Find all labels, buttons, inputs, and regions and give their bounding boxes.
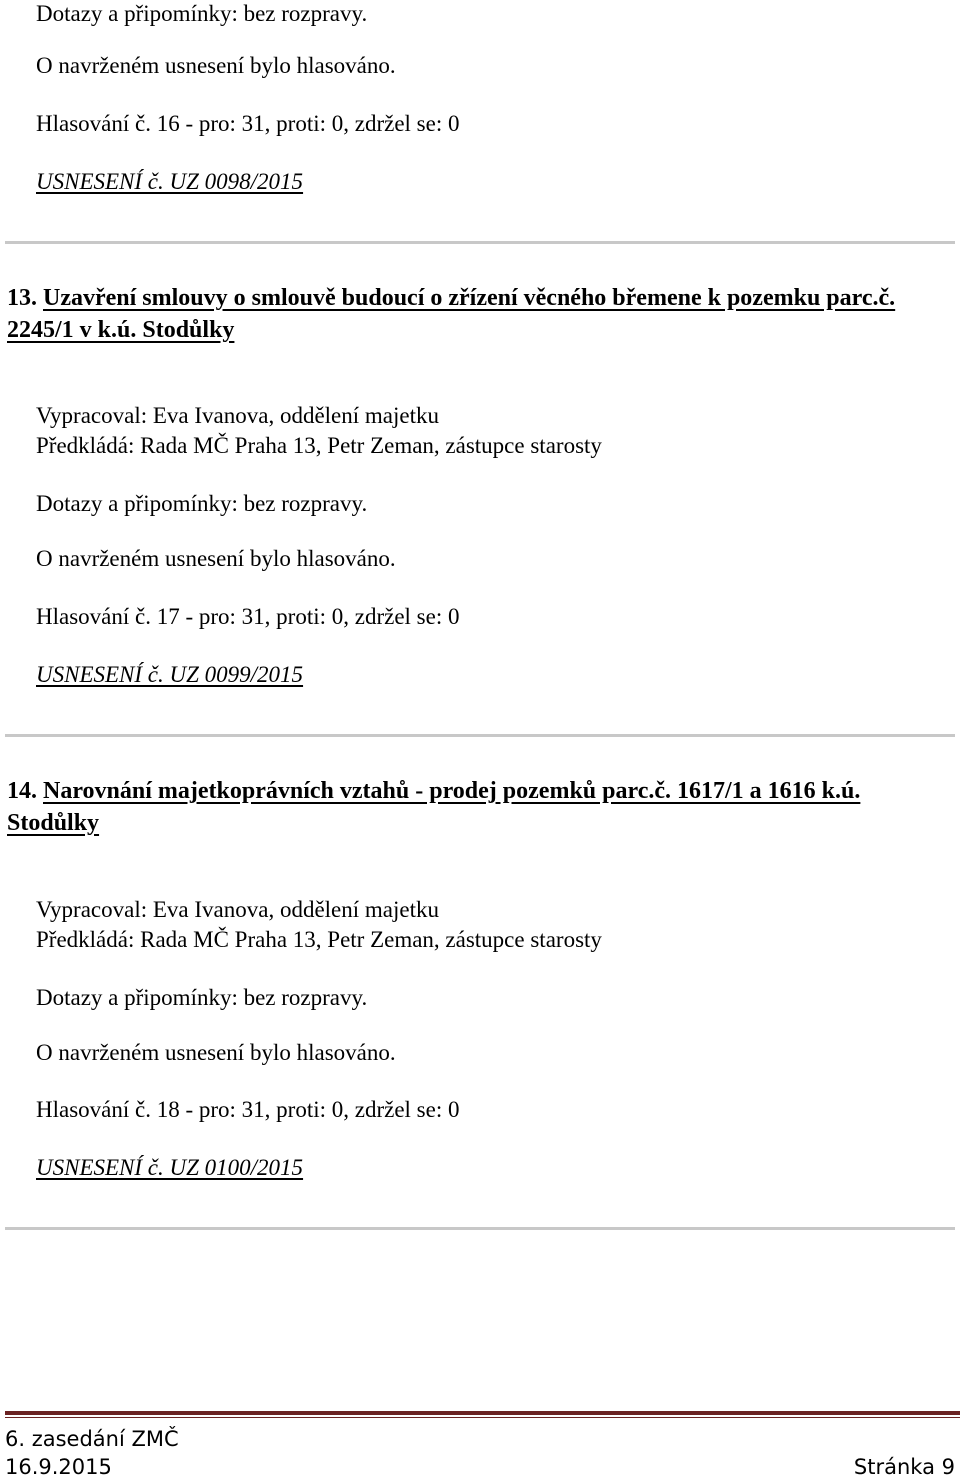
- agenda-item-title: Narovnání majetkoprávních vztahů - prodej pozemků parc.č. 1617/1 a 1616 k.ú. Stodůlky: [7, 778, 861, 836]
- footer-rule: [5, 1411, 960, 1415]
- vote-result: Hlasování č. 17 - pro: 31, proti: 0, zdržel se: 0: [36, 604, 460, 629]
- vote-result: Hlasování č. 16 - pro: 31, proti: 0, zdržel se: 0: [36, 111, 460, 136]
- agenda-item-title: Uzavření smlouvy o smlouvě budoucí o zřízení věcného břemene k pozemku parc.č. 2245/1 v k.ú. Stodůlky: [7, 285, 896, 343]
- resolution-number: USNESENÍ č. UZ 0099/2015: [36, 662, 304, 687]
- questions-text: Dotazy a připomínky: bez rozpravy.: [36, 1, 368, 26]
- section-divider: [5, 1227, 955, 1230]
- prepared-by: Vypracoval: Eva Ivanova, oddělení majetku: [36, 897, 439, 922]
- section-divider: [5, 734, 955, 737]
- footer-date: 16.9.2015: [5, 1455, 112, 1479]
- questions-text: Dotazy a připomínky: bez rozpravy.: [36, 491, 368, 516]
- footer-session: 6. zasedání ZMČ: [5, 1427, 179, 1451]
- voted-text: O navrženém usnesení bylo hlasováno.: [36, 53, 396, 78]
- submitted-by: Předkládá: Rada MČ Praha 13, Petr Zeman, zástupce starosty: [36, 927, 602, 952]
- agenda-item-number: 14.: [7, 778, 37, 804]
- agenda-item-heading: [7, 282, 907, 346]
- prepared-by: Vypracoval: Eva Ivanova, oddělení majetku: [36, 403, 439, 428]
- footer-page-number: Stránka 9: [853, 1455, 955, 1479]
- section-divider: [5, 241, 955, 244]
- footer-rule-thin: [5, 1417, 960, 1418]
- voted-text: O navrženém usnesení bylo hlasováno.: [36, 1040, 396, 1065]
- agenda-item-heading: [7, 775, 907, 839]
- vote-result: Hlasování č. 18 - pro: 31, proti: 0, zdržel se: 0: [36, 1097, 460, 1122]
- resolution-number: USNESENÍ č. UZ 0100/2015: [36, 1155, 304, 1180]
- resolution-number: USNESENÍ č. UZ 0098/2015: [36, 169, 304, 194]
- agenda-item-number: 13.: [7, 285, 37, 311]
- voted-text: O navrženém usnesení bylo hlasováno.: [36, 546, 396, 571]
- questions-text: Dotazy a připomínky: bez rozpravy.: [36, 985, 368, 1010]
- submitted-by: Předkládá: Rada MČ Praha 13, Petr Zeman, zástupce starosty: [36, 433, 602, 458]
